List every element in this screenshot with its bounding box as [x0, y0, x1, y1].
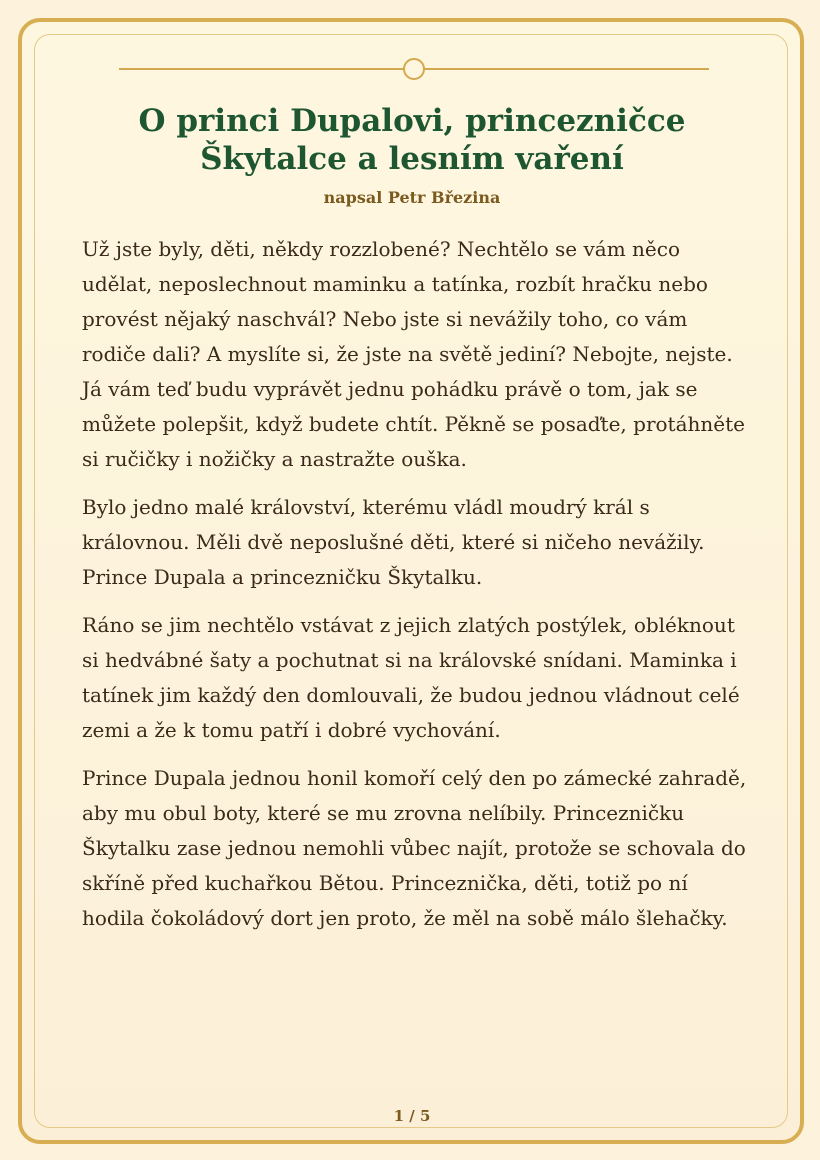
- paragraph-3: Ráno se jim nechtělo vstávat z jejich zlatých postýlek, obléknout si hedvábné šaty a pochutnat si na královské snídani. Maminka i tatínek jim každý den domlouvali, že budou jednou vládnout celé zemi a že k tomu patří i dobré vychování.: [82, 613, 740, 742]
- circle-ornament-icon: [403, 58, 425, 80]
- story-title: [62, 102, 762, 178]
- title-line-2: Škytalce a lesním vaření: [200, 141, 624, 177]
- story-page: [18, 18, 804, 1144]
- story-author: napsal Petr Březina: [323, 188, 501, 207]
- story-text: [82, 232, 752, 949]
- title-line-1: O princi Dupalovi, princezničce: [138, 103, 686, 139]
- paragraph-2: Bylo jedno malé království, kterému vládl moudrý král s královnou. Měli dvě neposlušné děti, které si ničeho nevážily. Prince Dupala a princezničku Škytalku.: [82, 495, 705, 589]
- page-number: 1 / 5: [393, 1107, 431, 1125]
- paragraph-1: Už jste byly, děti, někdy rozzlobené? Nechtělo se vám něco udělat, neposlechnout maminku a tatínka, rozbít hračku nebo provést nějaký naschvál? Nebo jste si nevážily toho, co vám rodiče dali? A myslíte si, že jste na světě jediní? Nebojte, nejste. Já vám teď budu vyprávět jednu pohádku právě o tom, jak se můžete polepšit, když budete chtít. Pěkně se posaďte, protáhněte si ručičky i nožičky a nastražte ouška.: [82, 237, 745, 471]
- paragraph-4: Prince Dupala jednou honil komoří celý den po zámecké zahradě, aby mu obul boty, které se mu zrovna nelíbily. Princezničku Škytalku zase jednou nemohli vůbec najít, protože se schovala do skříně před kuchařkou Bětou. Princeznička, děti, totiž po ní hodila čokoládový dort jen proto, že měl na sobě málo šlehačky.: [82, 766, 747, 930]
